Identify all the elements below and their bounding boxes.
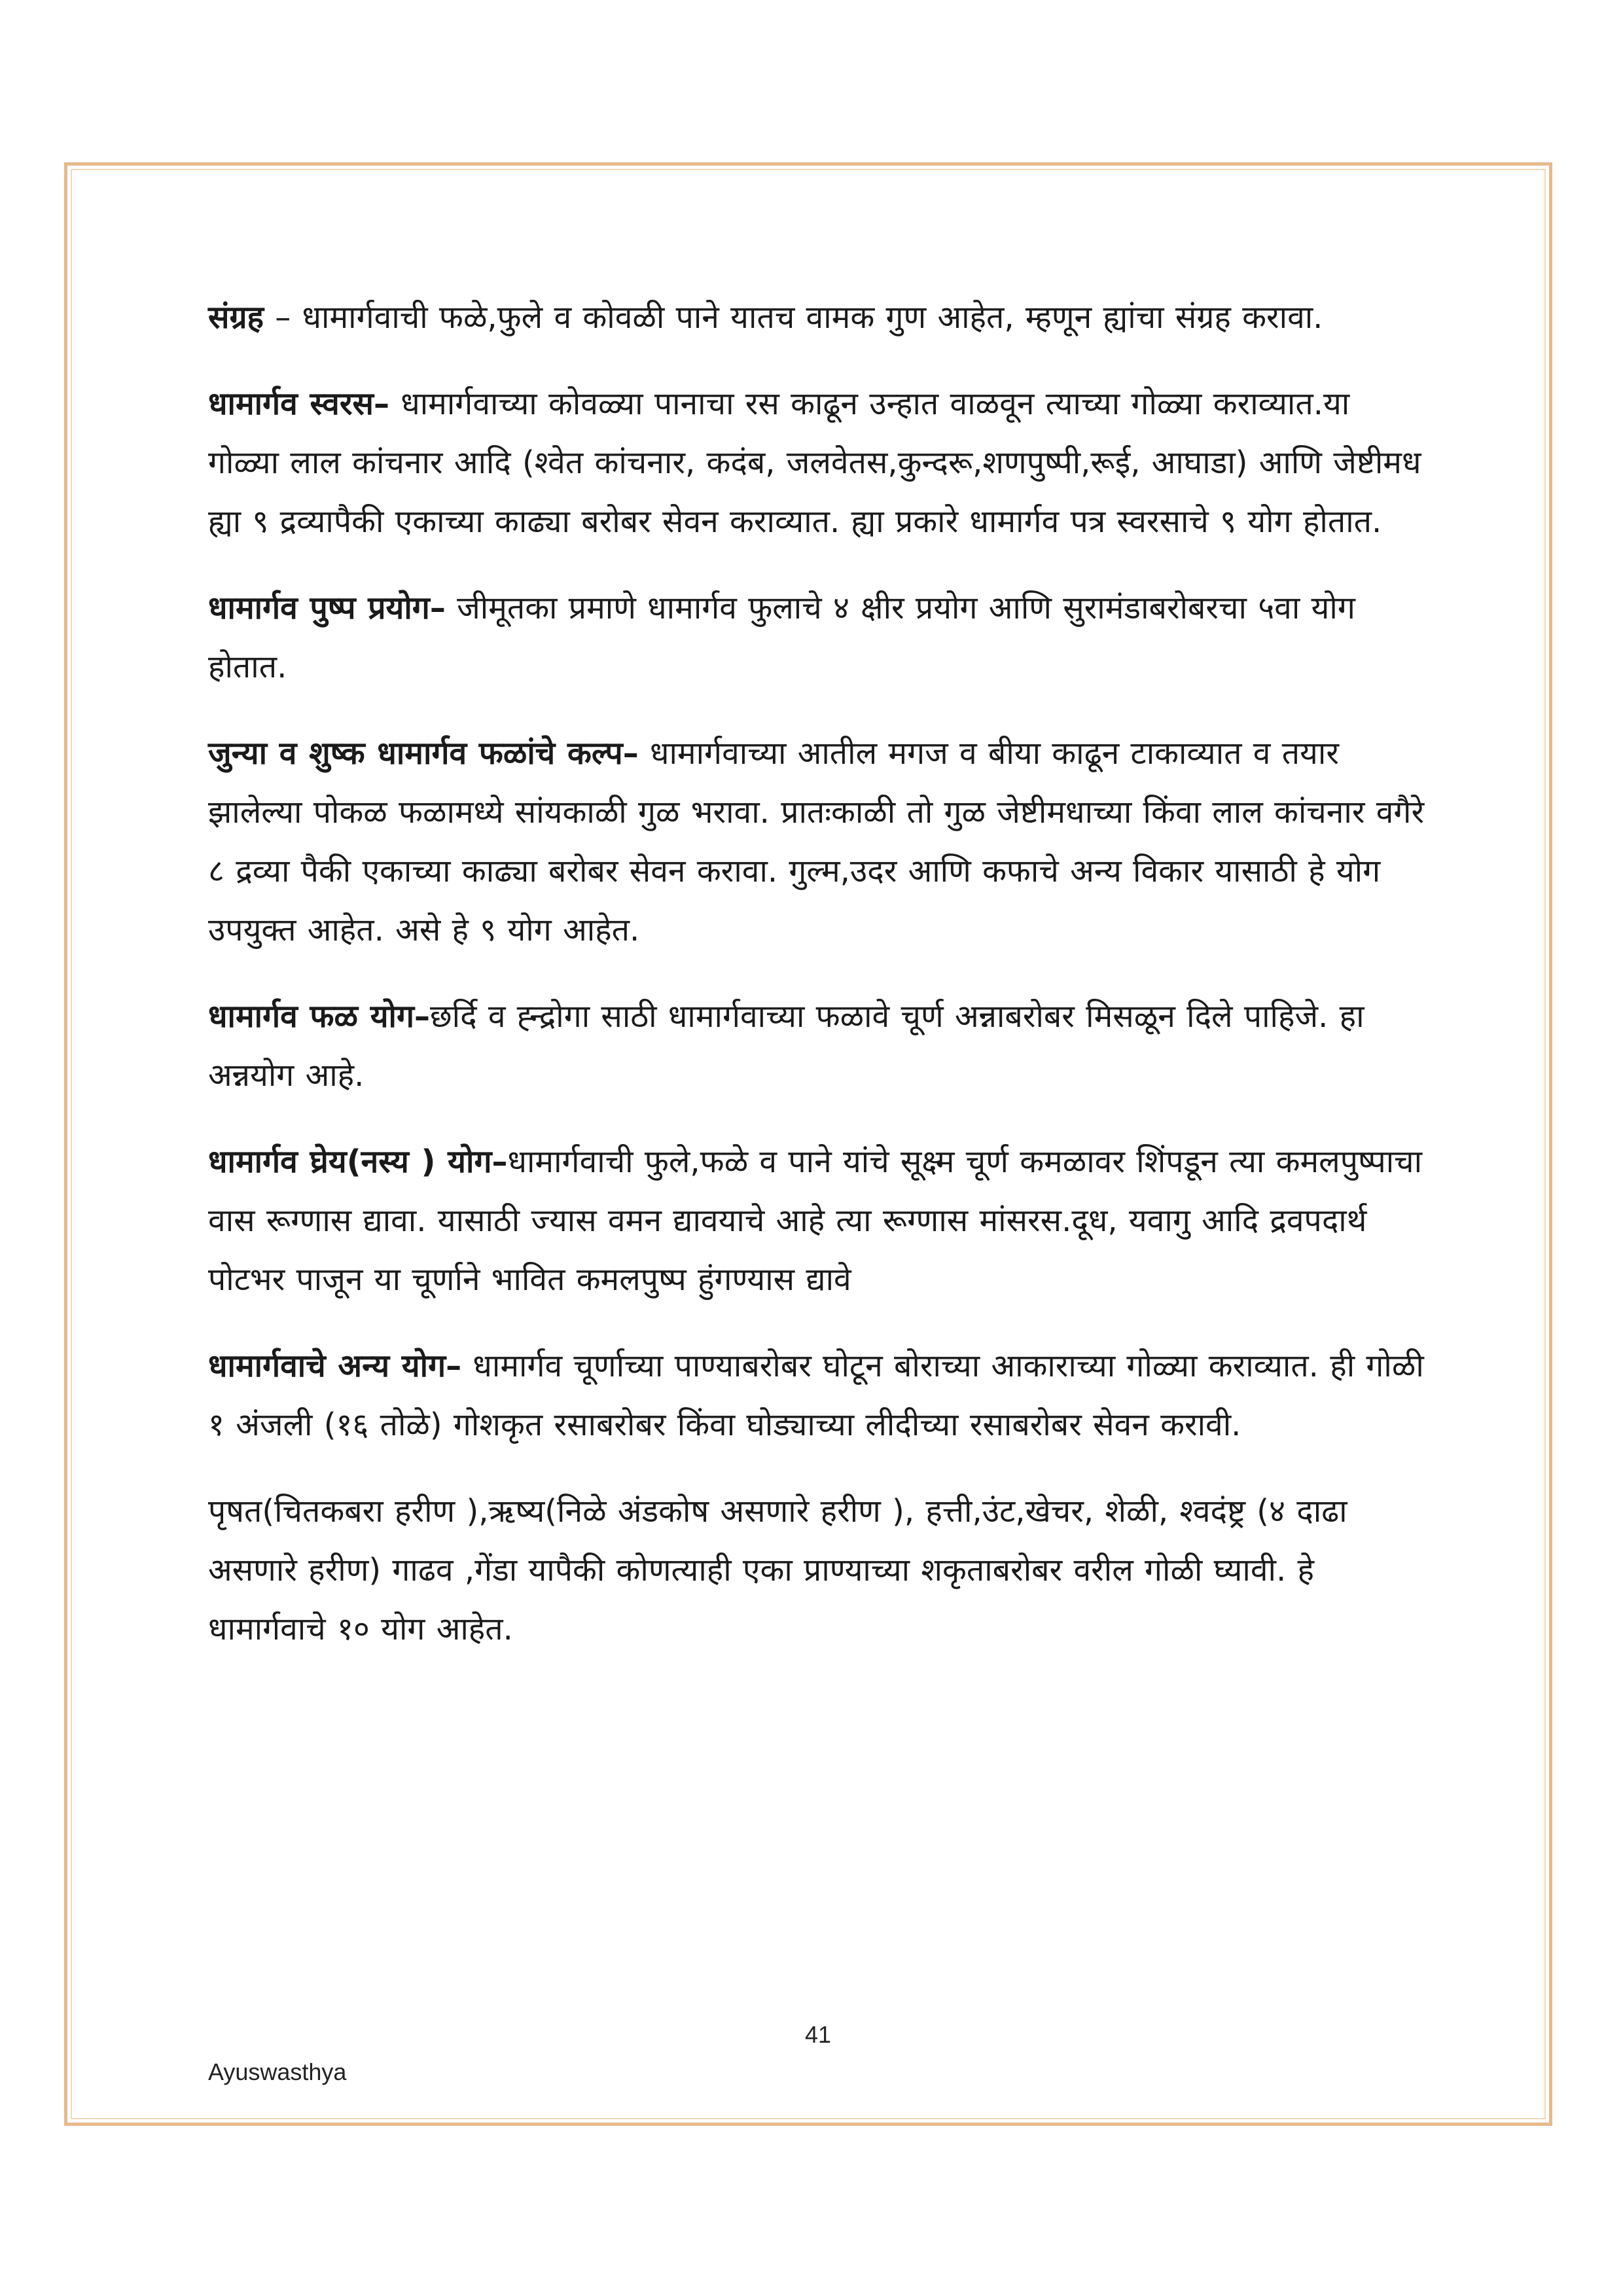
paragraph-heading: धामार्गवाचे अन्य योग–	[208, 1348, 462, 1384]
footer-brand: Ayuswasthya	[208, 2058, 347, 2085]
paragraph-pushp-prayog	[208, 579, 1425, 696]
page-number: 41	[804, 2021, 832, 2048]
paragraph-ghrey-yog	[208, 1132, 1425, 1309]
paragraph-text: पृषत(चितकबरा हरीण ),ऋष्य(निळे अंडकोष असणारे हरीण ), हत्ती,उंट,खेचर, शेळी, श्वदंष्ट्र (४ दाढा असणारे हरीण) गाढव ,गेंडा यापैकी कोणत्याही एका प्राण्याच्या शकृताबरोबर वरील गोळी घ्यावी. हे धामार्गवाचे १० योग आहेत.	[208, 1493, 1347, 1647]
document-body	[208, 288, 1425, 1686]
paragraph-text: धामार्गवाच्या आतील मगज व बीया काढून टाकाव्यात व तयार झालेल्या पोकळ फळामध्ये सांयकाळी गुळ भरावा. प्रातःकाळी तो गुळ जेष्टीमधाच्या किंवा लाल कांचनार वगैरे ८ द्रव्या पैकी एकाच्या काढ्या बरोबर सेवन करावा. गुल्म,उदर आणि कफाचे अन्य विकार यासाठी हे योग उपयुक्त आहेत. असे हे ९ योग आहेत.	[208, 735, 1425, 948]
paragraph-heading: संग्रह	[208, 299, 264, 336]
paragraph-text: धामार्गवाच्या कोवळ्या पानाचा रस काढून उन्हात वाळवून त्याच्या गोळ्या कराव्यात.या गोळ्या लाल कांचनार आदि (श्वेत कांचनार, कदंब, जलवेतस,कुन्दरू,शणपुष्पी,रूई, आघाडा) आणि जेष्टीमध ह्या ९ द्रव्यापैकी एकाच्या काढ्या बरोबर सेवन कराव्यात. ह्या प्रकारे धामार्गव पत्र स्वरसाचे ९ योग होतात.	[208, 386, 1421, 540]
paragraph-heading: धामार्गव घ्रेय(नस्य ) योग–	[208, 1143, 508, 1180]
paragraph-text: – धामार्गवाची फळे,फुले व कोवळी पाने यातच वामक गुण आहेत, म्हणून ह्यांचा संग्रह करावा.	[264, 299, 1323, 336]
paragraph-heading: धामार्गव फळ योग–	[208, 998, 431, 1035]
paragraph-text: धामार्गवाची फुले,फळे व पाने यांचे सूक्ष्म चूर्ण कमळावर शिंपडून त्या कमलपुष्पाचा वास रूग्णास द्यावा. यासाठी ज्यास वमन द्यावयाचे आहे त्या रूग्णास मांसरस.दूध, यवागु आदि द्रवपदार्थ पोटभर पाजून या चूर्णाने भावित कमलपुष्प हुंगण्यास द्यावे	[208, 1143, 1423, 1298]
paragraph-swaras	[208, 374, 1425, 551]
paragraph-text: जीमूतका प्रमाणे धामार्गव फुलाचे ४ क्षीर प्रयोग आणि सुरामंडाबरोबरचा ५वा योग होतात.	[208, 590, 1355, 685]
paragraph-anya-yog	[208, 1336, 1425, 1454]
paragraph-sangrah	[208, 288, 1425, 347]
paragraph-prushat	[208, 1482, 1425, 1659]
paragraph-text: छर्दि व ह्न्द्रोगा साठी धामार्गवाच्या फळावे चूर्ण अन्नाबरोबर मिसळून दिले पाहिजे. हा अन्नयोग आहे.	[208, 998, 1364, 1094]
paragraph-heading: धामार्गव पुष्प प्रयोग–	[208, 590, 446, 626]
paragraph-phal-yog	[208, 987, 1425, 1105]
paragraph-text: धामार्गव चूर्णाच्या पाण्याबरोबर घोटून बोराच्या आकाराच्या गोळ्या कराव्यात. ही गोळी १ अंजली (१६ तोळे) गोशकृत रसाबरोबर किंवा घोड्याच्या लीदीच्या रसाबरोबर सेवन करावी.	[208, 1348, 1424, 1443]
paragraph-heading: जुन्या व शुष्क धामार्गव फळांचे कल्प–	[208, 735, 639, 772]
paragraph-heading: धामार्गव स्वरस–	[208, 386, 389, 422]
paragraph-phal-kalp	[208, 724, 1425, 960]
